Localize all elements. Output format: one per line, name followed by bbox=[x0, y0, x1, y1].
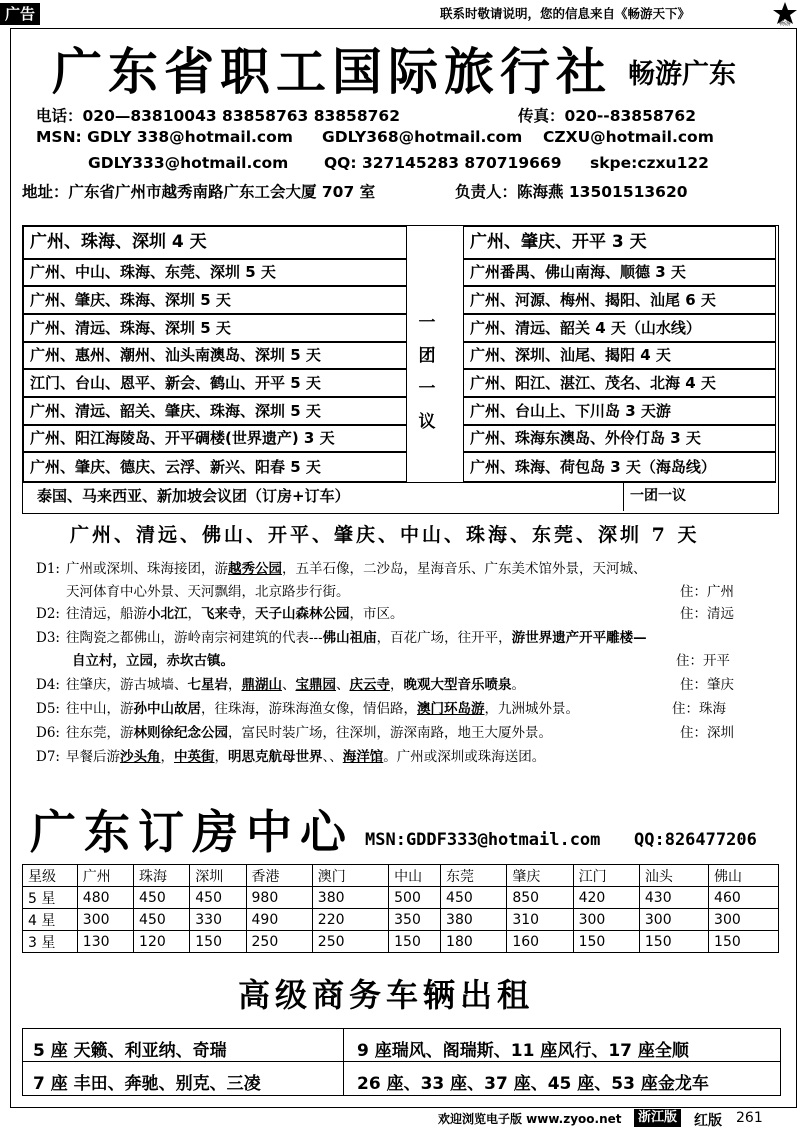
day-stay: 住：开平 bbox=[676, 653, 730, 669]
table-cell: 130 bbox=[77, 931, 133, 953]
day-text: 澳门环岛游 bbox=[416, 701, 485, 717]
divider-char: 团 bbox=[418, 346, 436, 366]
table-header-cell: 澳门 bbox=[312, 865, 388, 887]
day-stay: 住：清远 bbox=[680, 606, 734, 622]
itinerary-day bbox=[36, 722, 552, 744]
table-header-cell: 深圳 bbox=[190, 865, 246, 887]
route-table bbox=[22, 225, 779, 514]
msn-2: GDLY368@hotmail.com bbox=[322, 128, 523, 146]
day-text: 晚观大型音乐喷泉 bbox=[403, 677, 512, 693]
page-label: 红版 bbox=[694, 1113, 722, 1129]
route-left-item: 广州、清远、韶关、肇庆、珠海、深圳 5 天 bbox=[23, 397, 407, 425]
table-cell: 160 bbox=[507, 931, 573, 953]
table-cell: 500 bbox=[389, 887, 441, 909]
table-cell: 300 bbox=[709, 909, 779, 931]
table-row bbox=[23, 909, 779, 931]
day-text: 、、 bbox=[322, 749, 343, 765]
day-text: 广州或深圳、珠海接团，游 bbox=[65, 561, 228, 577]
day-text: ， bbox=[241, 606, 255, 622]
route-left-item: 广州、中山、珠海、东莞、深圳 5 天 bbox=[23, 259, 407, 286]
table-cell: 450 bbox=[441, 887, 507, 909]
table-header-cell: 星级 bbox=[23, 865, 78, 887]
edition-badge: 浙江版 bbox=[634, 1109, 681, 1127]
phone-line: 电话：020—83810043 83858763 83858762 bbox=[36, 107, 400, 125]
table-cell: 150 bbox=[573, 931, 639, 953]
day-text: 往陶瓷之都佛山，游岭南宗祠建筑的代表--- bbox=[65, 630, 323, 646]
table-cell: 300 bbox=[573, 909, 639, 931]
itinerary-day-continued: 自立村，立园，赤坎古镇。 bbox=[72, 653, 234, 669]
table-header-cell: 肇庆 bbox=[507, 865, 573, 887]
table-cell: 250 bbox=[312, 931, 388, 953]
booking-msn: MSN:GDDF333@hotmail.com bbox=[365, 830, 601, 850]
manager-line: 负责人：陈海燕 13501513620 bbox=[455, 183, 688, 201]
table-header-cell: 东莞 bbox=[441, 865, 507, 887]
day-text: 七星岩 bbox=[187, 677, 228, 693]
day-stay: 住：珠海 bbox=[672, 701, 726, 717]
day-text: ，五羊石像，二沙岛，星海音乐、广东美术馆外景，天河城、 bbox=[281, 561, 647, 577]
table-cell: 300 bbox=[77, 909, 133, 931]
itinerary-day bbox=[36, 746, 545, 768]
msn-4: GDLY333@hotmail.com bbox=[88, 154, 289, 172]
magazine-logo-icon bbox=[770, 0, 800, 26]
day-text: 林则徐纪念公园 bbox=[133, 725, 228, 741]
table-cell: 220 bbox=[312, 909, 388, 931]
day-text: ， bbox=[187, 606, 201, 622]
day-stay: 住：深圳 bbox=[680, 725, 734, 741]
table-header-cell: 佛山 bbox=[709, 865, 779, 887]
route-left-item: 广州、珠海、深圳 4 天 bbox=[23, 226, 407, 259]
itinerary-day bbox=[36, 674, 525, 696]
table-cell: 460 bbox=[709, 887, 779, 909]
table-cell: 850 bbox=[507, 887, 573, 909]
itinerary-day bbox=[36, 627, 647, 649]
booking-qq: QQ:826477206 bbox=[634, 830, 757, 850]
day-stay: 住：肇庆 bbox=[680, 677, 734, 693]
skype-line: skpe:czxu122 bbox=[590, 154, 709, 172]
itinerary-day bbox=[36, 603, 403, 625]
ad-badge: 广告 bbox=[0, 3, 40, 25]
day-label: D7: bbox=[36, 749, 60, 765]
table-header-cell: 珠海 bbox=[134, 865, 190, 887]
itinerary-title: 广州、清远、佛山、开平、肇庆、中山、珠海、东莞、深圳 7 天 bbox=[70, 524, 700, 546]
table-row bbox=[23, 931, 779, 953]
table-cell: 250 bbox=[246, 931, 312, 953]
agency-name: 广东省职工国际旅行社 bbox=[52, 42, 612, 101]
route-right-item: 广州、清远、韶关 4 天（山水线） bbox=[463, 314, 776, 342]
table-header-cell: 江门 bbox=[573, 865, 639, 887]
day-stay: 住：广州 bbox=[680, 584, 734, 600]
table-cell: 4 星 bbox=[23, 909, 78, 931]
route-right-item: 广州、阳江、湛江、茂名、北海 4 天 bbox=[463, 369, 776, 397]
car-item: 7 座 丰田、奔驰、别克、三凌 bbox=[33, 1074, 261, 1094]
qq-line: QQ: 327145283 870719669 bbox=[324, 154, 562, 172]
table-cell: 150 bbox=[639, 931, 708, 953]
table-cell: 350 bbox=[389, 909, 441, 931]
day-text: 往清远，船游 bbox=[65, 606, 147, 622]
day-text: ，九洲城外景。 bbox=[484, 701, 579, 717]
agency-slogan: 畅游广东 bbox=[628, 59, 736, 90]
car-rental-table bbox=[22, 1028, 781, 1096]
table-cell: 5 星 bbox=[23, 887, 78, 909]
day-text: 明思克航母世界 bbox=[227, 749, 323, 765]
day-label: D2: bbox=[36, 606, 60, 622]
day-label: D3: bbox=[36, 630, 60, 646]
table-cell: 300 bbox=[639, 909, 708, 931]
table-cell: 150 bbox=[389, 931, 441, 953]
table-cell: 430 bbox=[639, 887, 708, 909]
day-text: 游世界遗产开平雕楼— bbox=[511, 630, 647, 646]
international-note: 一团一议 bbox=[623, 482, 776, 511]
logo-text: 畅游 bbox=[778, 20, 792, 26]
itinerary-day bbox=[36, 558, 646, 580]
day-text: 海洋馆 bbox=[342, 749, 384, 765]
day-text: 天子山森林公园 bbox=[254, 606, 350, 622]
table-cell: 150 bbox=[709, 931, 779, 953]
day-text: ， bbox=[389, 677, 404, 693]
day-text: 宝鼎园 bbox=[295, 677, 336, 693]
day-text: 小北江 bbox=[146, 606, 188, 622]
footer-website: 欢迎浏览电子版 www.zyoo.net bbox=[438, 1112, 622, 1126]
table-cell: 450 bbox=[134, 909, 190, 931]
day-text: 佛山祖庙 bbox=[322, 630, 377, 646]
divider-char: 一 bbox=[418, 313, 436, 333]
international-route: 泰国、马来西亚、新加坡会议团（订房+订车） bbox=[23, 482, 623, 511]
day-text: 。 bbox=[511, 677, 525, 693]
day-label: D6: bbox=[36, 725, 60, 741]
table-cell: 450 bbox=[190, 887, 246, 909]
day-text: 孙中山故居 bbox=[133, 701, 201, 717]
route-right-item: 广州、肇庆、开平 3 天 bbox=[463, 226, 776, 259]
day-label: D5: bbox=[36, 701, 60, 717]
day-text: 飞来寺 bbox=[200, 606, 242, 622]
table-cell: 3 星 bbox=[23, 931, 78, 953]
itinerary-day bbox=[36, 698, 579, 720]
route-left-item: 广州、肇庆、珠海、深圳 5 天 bbox=[23, 286, 407, 314]
day-text: ， bbox=[214, 749, 228, 765]
day-text: 沙头角 bbox=[119, 749, 161, 765]
day-text: 往肇庆，游古城墙、 bbox=[65, 677, 188, 693]
table-cell: 150 bbox=[190, 931, 246, 953]
day-text: 庆云寺 bbox=[349, 677, 390, 693]
table-header-cell: 汕头 bbox=[639, 865, 708, 887]
table-row bbox=[23, 887, 779, 909]
day-text: 往东莞，游 bbox=[65, 725, 134, 741]
day-text: ，市区。 bbox=[349, 606, 404, 622]
msn-1: MSN: GDLY 338@hotmail.com bbox=[36, 128, 293, 146]
msn-3: CZXU@hotmail.com bbox=[543, 128, 714, 146]
day-label: D4: bbox=[36, 677, 60, 693]
table-cell: 450 bbox=[134, 887, 190, 909]
table-cell: 380 bbox=[312, 887, 388, 909]
table-cell: 310 bbox=[507, 909, 573, 931]
route-right-item: 广州、珠海、荷包岛 3 天（海岛线） bbox=[463, 452, 776, 482]
day-text: ，百花广场，往开平， bbox=[376, 630, 512, 646]
table-header-cell: 中山 bbox=[389, 865, 441, 887]
table-header-cell: 香港 bbox=[246, 865, 312, 887]
car-item: 26 座、33 座、37 座、45 座、53 座金龙车 bbox=[357, 1074, 709, 1094]
table-cell: 120 bbox=[134, 931, 190, 953]
route-left-item: 广州、肇庆、德庆、云浮、新兴、阳春 5 天 bbox=[23, 452, 407, 482]
day-text: ， bbox=[227, 677, 242, 693]
day-text: 中英街 bbox=[173, 749, 215, 765]
table-header-row bbox=[23, 865, 779, 887]
route-right-item: 广州、深圳、汕尾、揭阳 4 天 bbox=[463, 342, 776, 369]
day-text: 、 bbox=[281, 677, 296, 693]
itinerary-day-continued: 天河体育中心外景、天河飘绢，北京路步行街。 bbox=[66, 584, 350, 600]
day-text: ，富民时装广场，往深圳，游深南路，地王大厦外景。 bbox=[227, 725, 552, 741]
day-text: ， bbox=[160, 749, 174, 765]
route-left-item: 广州、阳江海陵岛、开平碉楼(世界遗产) 3 天 bbox=[23, 425, 407, 452]
page-number: 261 bbox=[736, 1110, 763, 1126]
fax-line: 传真：020--83858762 bbox=[518, 107, 697, 125]
day-text: 越秀公园 bbox=[227, 561, 282, 577]
route-left-item: 江门、台山、恩平、新会、鹤山、开平 5 天 bbox=[23, 369, 407, 397]
table-header-cell: 广州 bbox=[77, 865, 133, 887]
divider-char: 议 bbox=[418, 412, 436, 432]
day-text: 鼎湖山 bbox=[241, 677, 282, 693]
table-cell: 420 bbox=[573, 887, 639, 909]
day-text: 往中山，游 bbox=[65, 701, 134, 717]
table-cell: 380 bbox=[441, 909, 507, 931]
route-right-item: 广州、珠海东澳岛、外伶仃岛 3 天 bbox=[463, 425, 776, 452]
divider-char: 一 bbox=[418, 379, 436, 399]
car-item: 9 座瑞风、阁瑞斯、11 座风行、17 座全顺 bbox=[357, 1041, 689, 1061]
day-text: 。广州或深圳或珠海送团。 bbox=[383, 749, 546, 765]
car-item: 5 座 天籁、利亚纳、奇瑞 bbox=[33, 1041, 227, 1061]
table-cell: 180 bbox=[441, 931, 507, 953]
car-rental-title: 高级商务车辆出租 bbox=[238, 976, 535, 1014]
booking-title: 广东订房中心 bbox=[30, 805, 354, 859]
table-cell: 480 bbox=[77, 887, 133, 909]
hotel-rate-table bbox=[22, 864, 779, 953]
divider-text bbox=[415, 308, 439, 432]
day-label: D1: bbox=[36, 561, 60, 577]
route-right-item: 广州番禺、佛山南海、顺德 3 天 bbox=[463, 259, 776, 286]
source-notice: 联系时敬请说明，您的信息来自《畅游天下》 bbox=[440, 6, 691, 21]
table-cell: 330 bbox=[190, 909, 246, 931]
day-text: 早餐后游 bbox=[65, 749, 120, 765]
route-left-item: 广州、惠州、潮州、汕头南澳岛、深圳 5 天 bbox=[23, 342, 407, 369]
address-line: 地址：广东省广州市越秀南路广东工会大厦 707 室 bbox=[22, 183, 376, 201]
table-cell: 490 bbox=[246, 909, 312, 931]
route-right-item: 广州、河源、梅州、揭阳、汕尾 6 天 bbox=[463, 286, 776, 314]
route-left-item: 广州、清远、珠海、深圳 5 天 bbox=[23, 314, 407, 342]
day-text: 、 bbox=[335, 677, 350, 693]
route-right-item: 广州、台山上、下川岛 3 天游 bbox=[463, 397, 776, 425]
day-text: ，往珠海，游珠海渔女像，情侣路， bbox=[200, 701, 417, 717]
table-cell: 980 bbox=[246, 887, 312, 909]
